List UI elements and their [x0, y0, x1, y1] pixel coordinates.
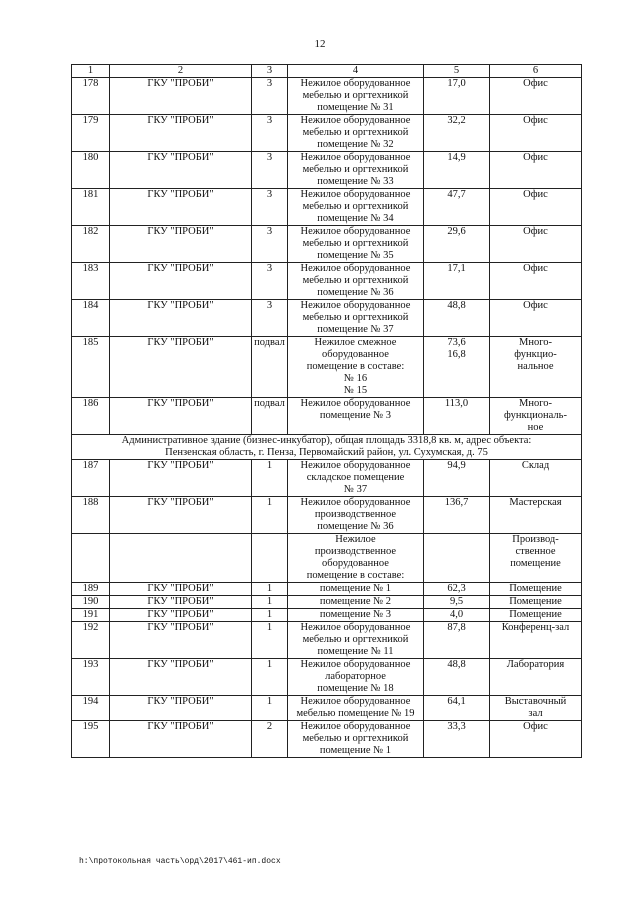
premises-description-line: Нежилое оборудованное	[300, 115, 411, 126]
floor: 1	[252, 659, 288, 696]
area: 32,2	[424, 115, 490, 152]
usage-line: функциональ-	[504, 410, 567, 421]
premises-description-line: оборудованное	[322, 349, 389, 360]
floor: подвал	[252, 337, 288, 398]
floor: 3	[252, 300, 288, 337]
premises-description-line: оборудованное	[322, 558, 389, 569]
organization: ГКУ "ПРОБИ"	[110, 398, 252, 435]
floor: 1	[252, 460, 288, 497]
col-header: 2	[110, 65, 252, 78]
area: 9,5	[424, 596, 490, 609]
usage	[490, 721, 582, 758]
premises-description-line: № 37	[343, 484, 368, 495]
row-number: 189	[72, 583, 110, 596]
property-table	[71, 64, 582, 758]
premises-description-line: Нежилое оборудованное	[300, 226, 411, 237]
col-header: 5	[424, 65, 490, 78]
premises-description-line: помещение № 32	[317, 139, 394, 150]
row-number: 185	[72, 337, 110, 398]
premises-description-line: помещение № 35	[317, 250, 394, 261]
usage-line: Склад	[521, 460, 550, 471]
table-row	[72, 596, 582, 609]
table-row	[72, 78, 582, 115]
usage-line: Офис	[523, 721, 548, 732]
section-band-row	[72, 435, 582, 460]
table-row	[72, 497, 582, 534]
premises-description-line: Нежилое оборудованное	[300, 263, 411, 274]
premises-description-line: помещение № 1	[319, 745, 392, 756]
premises-description: помещение № 3	[288, 609, 424, 622]
area: 113,0	[424, 398, 490, 435]
premises-description-line: помещение № 3	[319, 410, 392, 421]
usage	[490, 398, 582, 435]
usage-line: Выставочный	[504, 696, 567, 707]
premises-description-line: мебелью помещение № 19	[296, 708, 415, 719]
premises-description-line: № 16	[343, 373, 368, 384]
premises-description-line: помещение в составе:	[306, 570, 405, 581]
organization: ГКУ "ПРОБИ"	[110, 583, 252, 596]
row-number: 184	[72, 300, 110, 337]
floor: 1	[252, 583, 288, 596]
usage: Офис	[490, 152, 582, 189]
col-header: 1	[72, 65, 110, 78]
premises-description	[288, 263, 424, 300]
premises-description-line: мебелью и оргтехникой	[302, 90, 409, 101]
premises-description: помещение № 2	[288, 596, 424, 609]
row-number: 180	[72, 152, 110, 189]
area	[424, 337, 490, 398]
premises-description	[288, 460, 424, 497]
usage-line: ное	[527, 422, 544, 433]
organization: ГКУ "ПРОБИ"	[110, 596, 252, 609]
area-line: 16,8	[447, 349, 466, 360]
premises-description-line: Нежилое оборудованное	[300, 152, 411, 163]
usage: Помещение	[490, 609, 582, 622]
table-row	[72, 226, 582, 263]
floor: 3	[252, 226, 288, 263]
row-number: 181	[72, 189, 110, 226]
usage	[490, 337, 582, 398]
usage-line: помещение	[510, 558, 561, 569]
premises-description-line: Нежилое оборудованное	[300, 300, 411, 311]
premises-description-line: Нежилое оборудованное	[300, 398, 411, 409]
premises-description-line: помещение № 36	[317, 521, 394, 532]
premises-description	[288, 696, 424, 721]
premises-description	[288, 659, 424, 696]
area-line: 73,6	[447, 337, 466, 348]
usage: Помещение	[490, 583, 582, 596]
premises-description-line: мебелью и оргтехникой	[302, 312, 409, 323]
floor: 1	[252, 622, 288, 659]
table-header-row	[72, 65, 582, 78]
floor: 1	[252, 596, 288, 609]
premises-description	[288, 300, 424, 337]
usage-line: зал	[528, 708, 543, 719]
premises-description	[288, 226, 424, 263]
row-number: 191	[72, 609, 110, 622]
premises-description-line: Нежилое оборудованное	[300, 622, 411, 633]
table-row	[72, 622, 582, 659]
premises-description-line: Нежилое оборудованное	[300, 659, 411, 670]
table-row	[72, 659, 582, 696]
premises-description-line: помещение № 18	[317, 683, 394, 694]
usage: Офис	[490, 300, 582, 337]
organization: ГКУ "ПРОБИ"	[110, 659, 252, 696]
row-number: 178	[72, 78, 110, 115]
area: 33,3	[424, 721, 490, 758]
premises-description-line: Нежилое оборудованное	[300, 696, 411, 707]
row-number: 186	[72, 398, 110, 435]
col-header: 6	[490, 65, 582, 78]
floor: 1	[252, 497, 288, 534]
floor: 3	[252, 263, 288, 300]
table-row	[72, 583, 582, 596]
table-row	[72, 300, 582, 337]
premises-description-line: № 15	[343, 385, 368, 396]
area: 4,0	[424, 609, 490, 622]
organization: ГКУ "ПРОБИ"	[110, 609, 252, 622]
usage: Помещение	[490, 596, 582, 609]
floor: 1	[252, 696, 288, 721]
area: 14,9	[424, 152, 490, 189]
floor	[252, 534, 288, 583]
area: 48,8	[424, 659, 490, 696]
organization: ГКУ "ПРОБИ"	[110, 78, 252, 115]
table-row	[72, 721, 582, 758]
organization: ГКУ "ПРОБИ"	[110, 263, 252, 300]
premises-description	[288, 497, 424, 534]
usage: Офис	[490, 226, 582, 263]
premises-description: помещение № 1	[288, 583, 424, 596]
row-number: 194	[72, 696, 110, 721]
floor: 1	[252, 609, 288, 622]
floor: 3	[252, 152, 288, 189]
organization: ГКУ "ПРОБИ"	[110, 622, 252, 659]
organization: ГКУ "ПРОБИ"	[110, 337, 252, 398]
area: 29,6	[424, 226, 490, 263]
premises-description-line: мебелью и оргтехникой	[302, 238, 409, 249]
usage: Офис	[490, 78, 582, 115]
organization: ГКУ "ПРОБИ"	[110, 226, 252, 263]
table-row	[72, 460, 582, 497]
area: 17,1	[424, 263, 490, 300]
premises-description-line: лабораторное	[325, 671, 386, 682]
usage-line: Конференц-зал	[501, 622, 570, 633]
premises-description	[288, 189, 424, 226]
usage-line: Лаборатория	[506, 659, 565, 670]
col-header: 4	[288, 65, 424, 78]
premises-description-line: помещение № 33	[317, 176, 394, 187]
premises-description-line: помещение № 36	[317, 287, 394, 298]
section-band	[72, 435, 582, 460]
organization: ГКУ "ПРОБИ"	[110, 189, 252, 226]
col-header: 3	[252, 65, 288, 78]
premises-description	[288, 534, 424, 583]
floor: 3	[252, 78, 288, 115]
table-row	[72, 696, 582, 721]
usage: Офис	[490, 115, 582, 152]
area: 64,1	[424, 696, 490, 721]
area: 94,9	[424, 460, 490, 497]
premises-description-line: мебелью и оргтехникой	[302, 127, 409, 138]
table-row	[72, 152, 582, 189]
section-band-line: Административное здание (бизнес-инкубатор), общая площадь 3318,8 кв. м, адрес объекта:	[121, 435, 532, 446]
premises-description-line: помещение № 11	[317, 646, 394, 657]
floor: 3	[252, 115, 288, 152]
organization	[110, 534, 252, 583]
usage-line: Много-	[519, 398, 552, 409]
premises-description-line: Нежилое оборудованное	[300, 721, 411, 732]
usage	[490, 460, 582, 497]
usage-line: Производ-	[512, 534, 559, 545]
table-row	[72, 189, 582, 226]
usage-line: нальное	[517, 361, 554, 372]
row-number: 188	[72, 497, 110, 534]
area	[424, 534, 490, 583]
premises-description-line: мебелью и оргтехникой	[302, 634, 409, 645]
area: 87,8	[424, 622, 490, 659]
premises-description-line: производственное	[314, 546, 397, 557]
usage-line: Много-	[519, 337, 552, 348]
table-row	[72, 398, 582, 435]
area: 48,8	[424, 300, 490, 337]
row-number: 195	[72, 721, 110, 758]
premises-description-line: Нежилое оборудованное	[300, 189, 411, 200]
premises-description	[288, 721, 424, 758]
premises-description	[288, 337, 424, 398]
organization: ГКУ "ПРОБИ"	[110, 721, 252, 758]
area: 17,0	[424, 78, 490, 115]
organization: ГКУ "ПРОБИ"	[110, 696, 252, 721]
premises-description	[288, 115, 424, 152]
row-number	[72, 534, 110, 583]
table-row	[72, 609, 582, 622]
usage-line: ственное	[515, 546, 556, 557]
usage-line: Мастерская	[509, 497, 562, 508]
premises-description	[288, 398, 424, 435]
usage: Офис	[490, 189, 582, 226]
premises-description	[288, 152, 424, 189]
file-path-footer: h:\протокольная часть\орд\2017\461-ип.docx	[79, 857, 281, 866]
usage	[490, 696, 582, 721]
area: 136,7	[424, 497, 490, 534]
premises-description-line: помещение в составе:	[306, 361, 405, 372]
organization: ГКУ "ПРОБИ"	[110, 152, 252, 189]
section-band-line: Пензенская область, г. Пенза, Первомайский район, ул. Сухумская, д. 75	[165, 447, 488, 458]
row-number: 187	[72, 460, 110, 497]
row-number: 193	[72, 659, 110, 696]
premises-description-line: мебелью и оргтехникой	[302, 164, 409, 175]
page-number: 12	[314, 38, 326, 50]
floor: 2	[252, 721, 288, 758]
premises-description-line: Нежилое оборудованное	[300, 497, 411, 508]
usage	[490, 622, 582, 659]
row-number: 183	[72, 263, 110, 300]
usage	[490, 497, 582, 534]
floor: 3	[252, 189, 288, 226]
premises-description-line: мебелью и оргтехникой	[302, 201, 409, 212]
area: 62,3	[424, 583, 490, 596]
row-number: 190	[72, 596, 110, 609]
area: 47,7	[424, 189, 490, 226]
premises-description-line: Нежилое оборудованное	[300, 78, 411, 89]
premises-description-line: мебелью и оргтехникой	[302, 733, 409, 744]
usage: Офис	[490, 263, 582, 300]
usage	[490, 659, 582, 696]
row-number: 182	[72, 226, 110, 263]
organization: ГКУ "ПРОБИ"	[110, 497, 252, 534]
premises-description-line: производственное	[314, 509, 397, 520]
usage	[490, 534, 582, 583]
row-number: 192	[72, 622, 110, 659]
table-row	[72, 115, 582, 152]
table-row	[72, 337, 582, 398]
premises-description-line: складское помещение	[306, 472, 405, 483]
premises-description-line: помещение № 34	[317, 213, 394, 224]
row-number: 179	[72, 115, 110, 152]
organization: ГКУ "ПРОБИ"	[110, 300, 252, 337]
table-row	[72, 263, 582, 300]
premises-description-line: помещение № 31	[317, 102, 394, 113]
premises-description-line: помещение № 37	[317, 324, 394, 335]
premises-description-line: Нежилое	[335, 534, 376, 545]
organization: ГКУ "ПРОБИ"	[110, 115, 252, 152]
usage-line: функцио-	[514, 349, 557, 360]
premises-description	[288, 622, 424, 659]
floor: подвал	[252, 398, 288, 435]
group-row	[72, 534, 582, 583]
premises-description-line: мебелью и оргтехникой	[302, 275, 409, 286]
organization: ГКУ "ПРОБИ"	[110, 460, 252, 497]
premises-description-line: Нежилое оборудованное	[300, 460, 411, 471]
premises-description	[288, 78, 424, 115]
premises-description-line: Нежилое смежное	[314, 337, 397, 348]
